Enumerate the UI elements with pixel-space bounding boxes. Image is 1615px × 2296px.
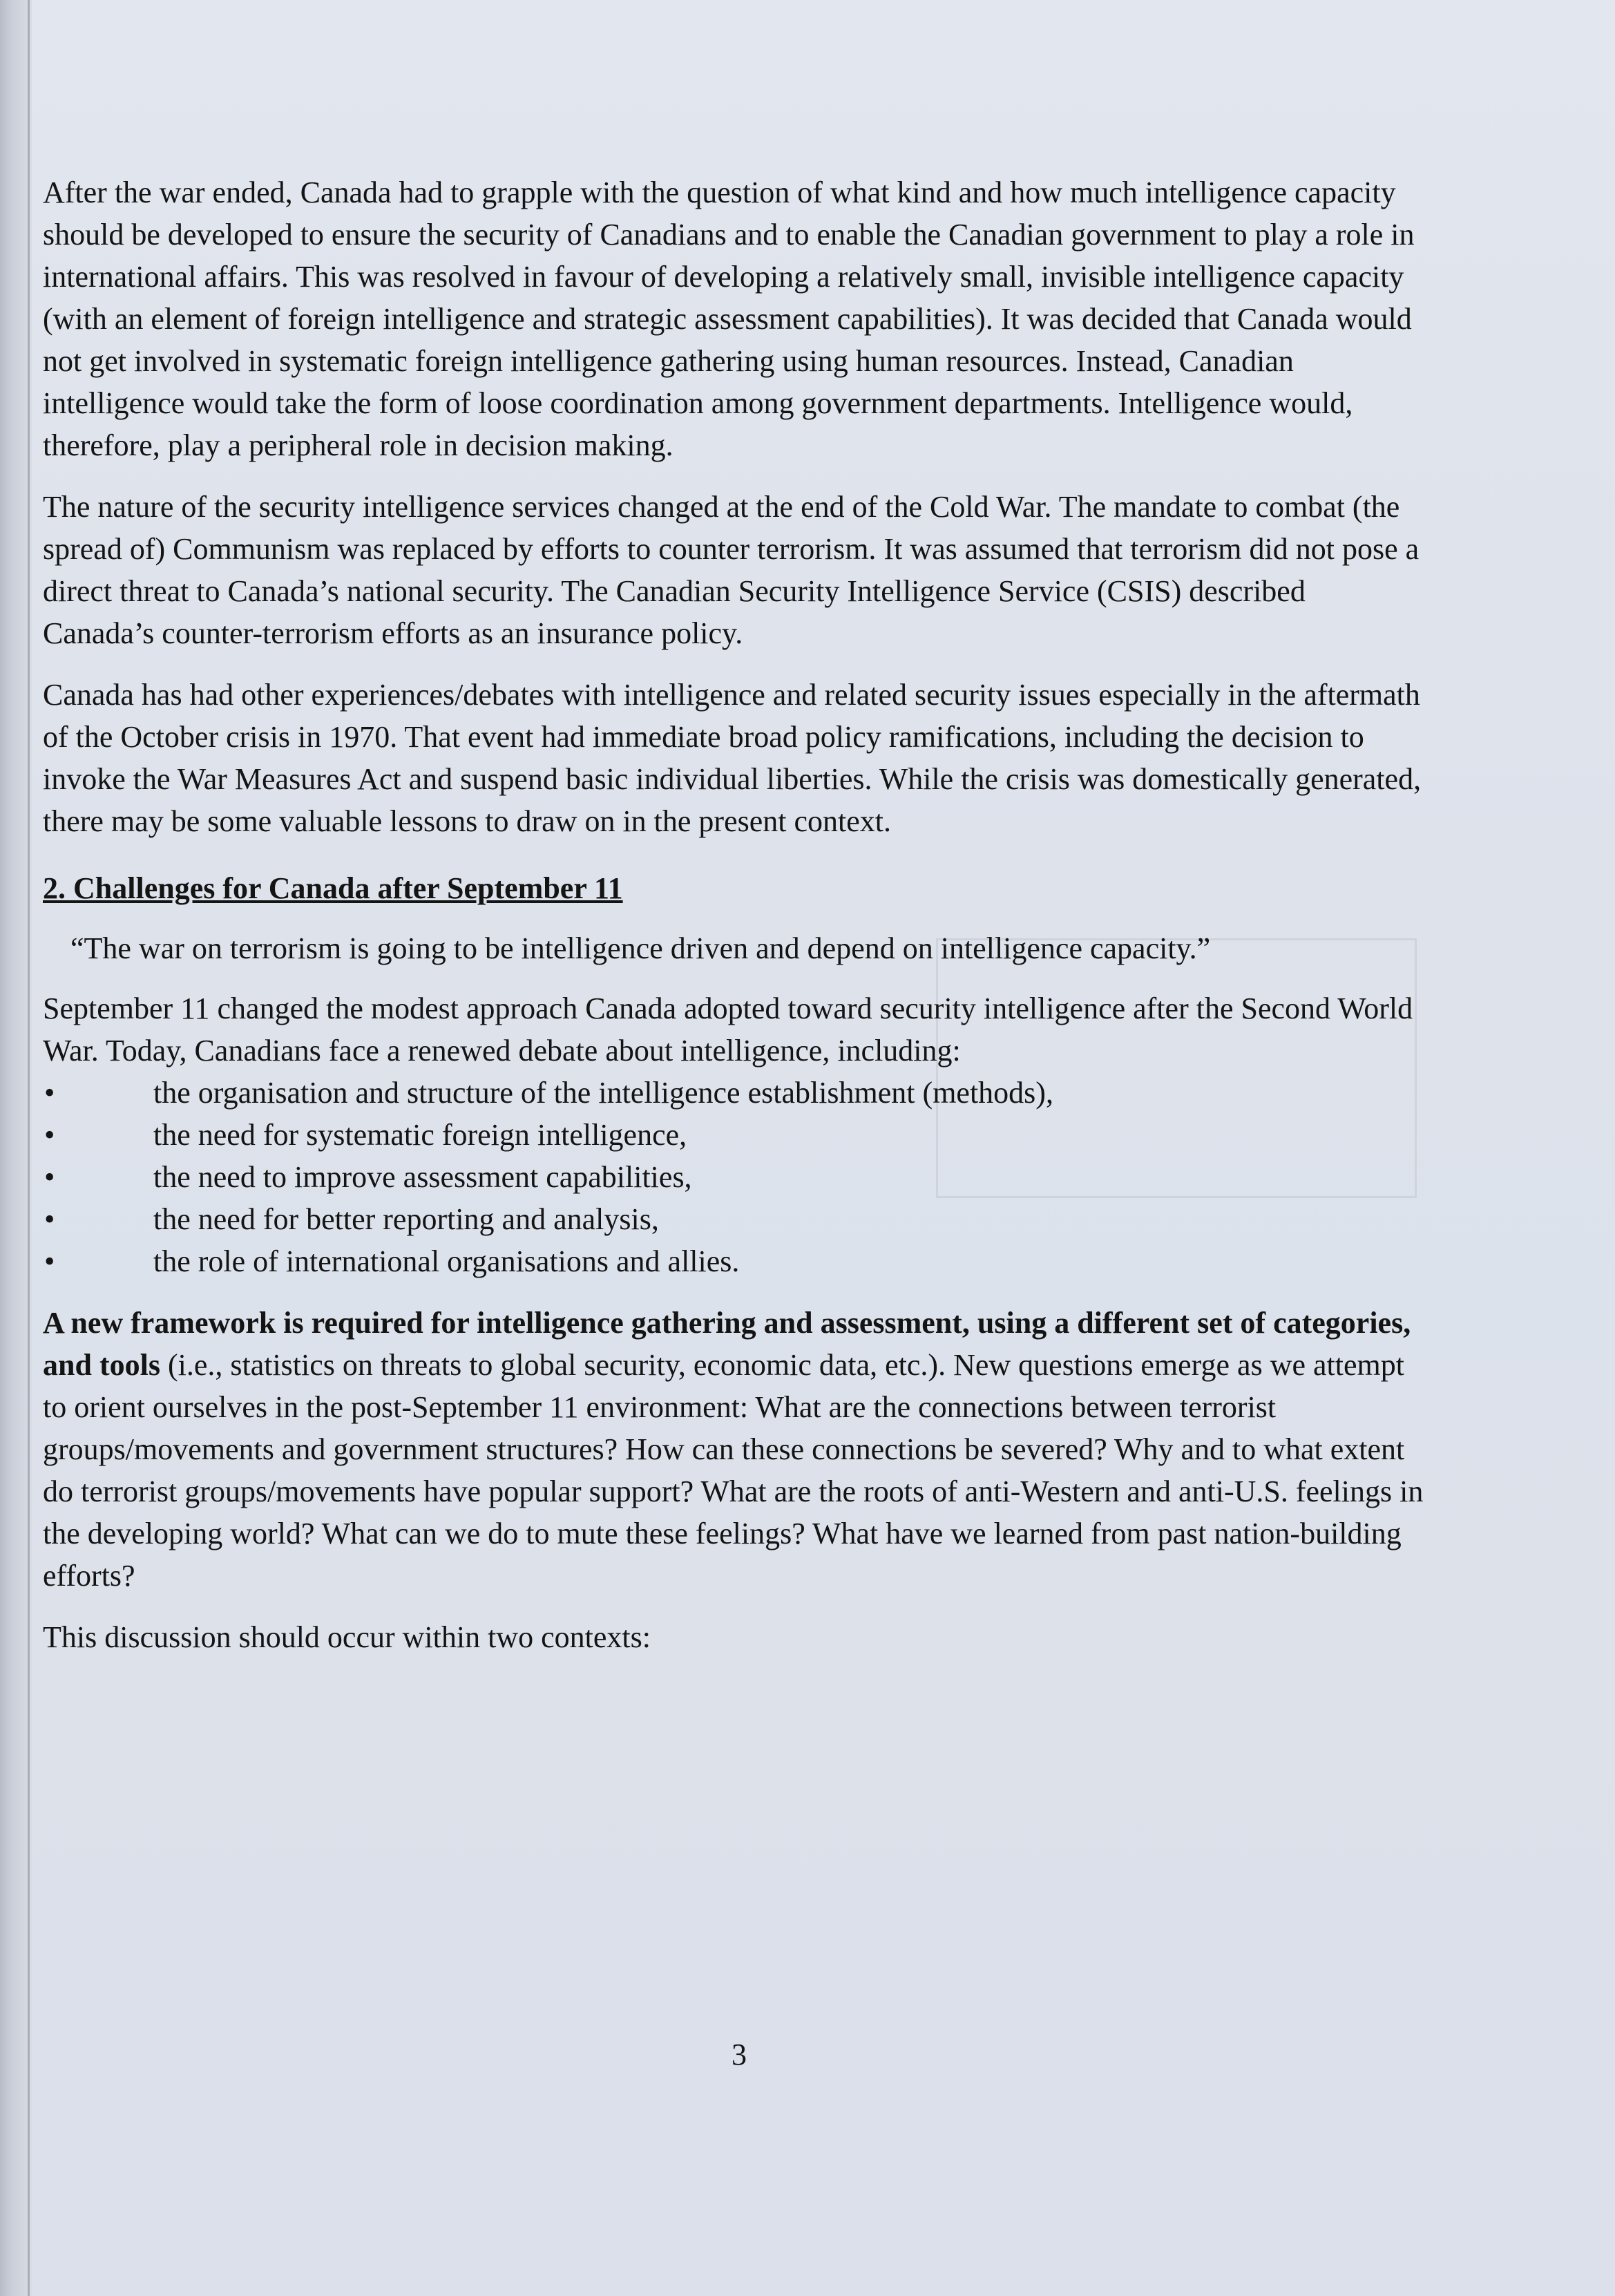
debate-topics-list <box>43 1072 1424 1282</box>
paragraph-new-framework <box>43 1302 1424 1597</box>
list-item: • the organisation and structure of the intelligence establishment (methods), <box>43 1072 1424 1114</box>
bullet-icon: • <box>44 1202 55 1236</box>
list-item: • the need for systematic foreign intelligence, <box>43 1114 1424 1156</box>
page-number: 3 <box>732 2038 747 2071</box>
framework-details: (i.e., statistics on threats to global security, economic data, etc.). New questions emerge as we attempt to orient ourselves in the post-September 11 environment: What are the connections between terrorist groups/movements and government structures? How can these connections be severed? Why and to what extent do terrorist groups/movements have popular support? What are the roots of anti-Western and anti-U.S. feelings in the developing world? What can we do to mute these feelings? What have we learned from past nation-building efforts? <box>43 1348 1424 1593</box>
bullet-icon: • <box>44 1076 55 1110</box>
list-item: • the need to improve assessment capabilities, <box>43 1156 1424 1198</box>
paragraph-october-crisis: Canada has had other experiences/debates with intelligence and related security issues especially in the aftermath of the October crisis in 1970. That event had immediate broad policy ramifications, including the decision to invoke the War Measures Act and suspend basic individual liberties. While the crisis was domestically generated, there may be some valuable lessons to draw on in the present context. <box>43 678 1422 838</box>
list-item: • the need for better reporting and analysis, <box>43 1198 1424 1240</box>
list-item: • the role of international organisations and allies. <box>43 1240 1424 1282</box>
document-body <box>43 171 1424 1678</box>
binding-line <box>28 0 30 2296</box>
bullet-icon: • <box>44 1118 55 1152</box>
bullet-icon: • <box>44 1160 55 1194</box>
section-heading: 2. Challenges for Canada after September 11 <box>43 871 623 905</box>
framework-emphasis: A new framework is required for intelligence gathering and assessment, using a different set of categories, and tools <box>43 1306 1411 1382</box>
intelligence-quote: “The war on terrorism is going to be intelligence driven and depend on intelligence capacity.” <box>70 931 1211 965</box>
paragraph-post-war: After the war ended, Canada had to grapple with the question of what kind and how much intelligence capacity should be developed to ensure the security of Canadians and to enable the Canadian government to play a role in international affairs. This was resolved in favour of developing a relatively small, invisible intelligence capacity (with an element of foreign intelligence and strategic assessment capabilities). It was decided that Canada would not get involved in systematic foreign intelligence gathering using human resources. Instead, Canadian intelligence would take the form of loose coordination among government departments. Intelligence would, therefore, play a peripheral role in decision making. <box>43 175 1415 462</box>
paragraph-contexts: This discussion should occur within two contexts: <box>43 1620 651 1654</box>
paragraph-september-11: September 11 changed the modest approach Canada adopted toward security intelligence after the Second World War. Today, Canadians face a renewed debate about intelligence, including: <box>43 992 1413 1068</box>
bullet-icon: • <box>44 1244 55 1278</box>
paragraph-cold-war: The nature of the security intelligence services changed at the end of the Cold War. The mandate to combat (the spread of) Communism was replaced by efforts to counter terrorism. It was assumed that terrorism did not pose a direct threat to Canada’s national security. The Canadian Security Intelligence Service (CSIS) described Canada’s counter-terrorism efforts as an insurance policy. <box>43 490 1420 650</box>
